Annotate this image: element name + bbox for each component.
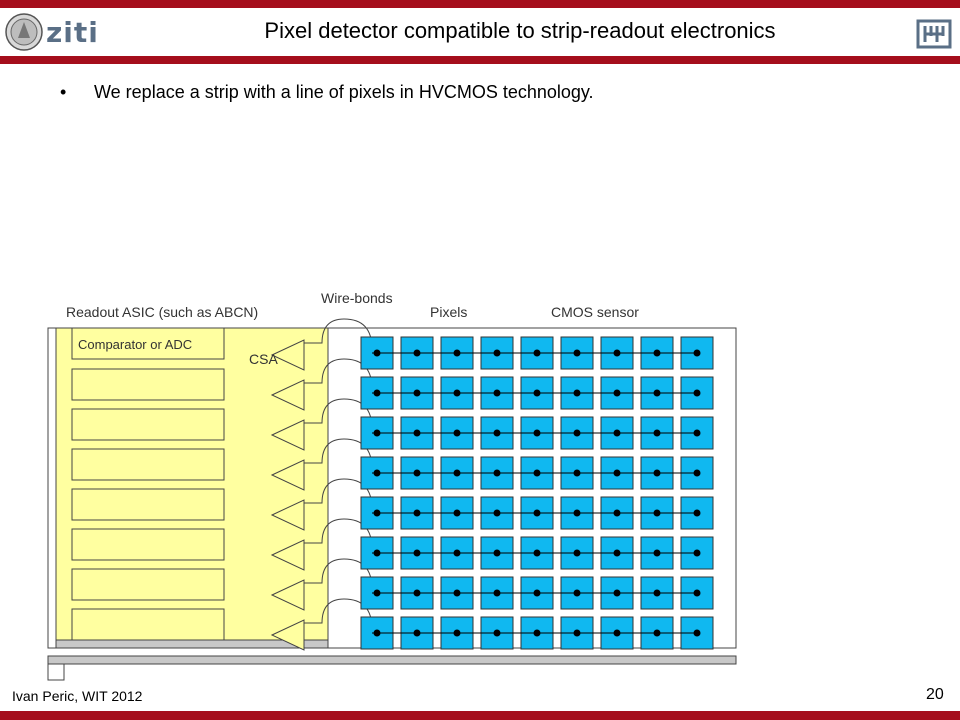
pixel-dot	[374, 350, 381, 357]
pixel-dot	[654, 430, 661, 437]
pixel-dot	[454, 510, 461, 517]
pixel-dot	[574, 430, 581, 437]
pixel-dot	[494, 390, 501, 397]
csa-label: CSA	[249, 351, 278, 367]
pixel-dot	[414, 590, 421, 597]
pixel-dot	[494, 510, 501, 517]
pixel-dot	[614, 350, 621, 357]
pixel-dot	[694, 470, 701, 477]
wire-bonds-label: Wire-bonds	[321, 290, 393, 306]
page-number: 20	[926, 686, 944, 703]
pixel-dot	[574, 510, 581, 517]
pixel-dot	[374, 390, 381, 397]
pixel-dot	[574, 350, 581, 357]
pixel-dot	[374, 470, 381, 477]
pixel-dot	[534, 590, 541, 597]
pixel-dot	[574, 630, 581, 637]
pixel-dot	[414, 510, 421, 517]
pixel-dot	[414, 630, 421, 637]
comparator-box	[72, 609, 224, 640]
pixel-dot	[414, 470, 421, 477]
pixel-dot	[494, 350, 501, 357]
pixel-dot	[534, 630, 541, 637]
pixel-dot	[494, 470, 501, 477]
pixel-dot	[534, 430, 541, 437]
pixel-dot	[534, 390, 541, 397]
pixel-dot	[694, 430, 701, 437]
pixel-dot	[654, 590, 661, 597]
pixel-dot	[654, 390, 661, 397]
pixel-dot	[574, 470, 581, 477]
comparator-box	[72, 569, 224, 600]
bullet-icon: •	[60, 82, 67, 102]
comparator-box	[72, 449, 224, 480]
pixel-dot	[414, 550, 421, 557]
pixel-dot	[614, 430, 621, 437]
comparator-box	[72, 489, 224, 520]
pixel-dot	[614, 510, 621, 517]
pixel-dot	[694, 630, 701, 637]
pixel-dot	[654, 470, 661, 477]
footer-author: Ivan Peric, WIT 2012	[12, 688, 143, 704]
pixel-dot	[654, 510, 661, 517]
cmos-sensor-label: CMOS sensor	[551, 304, 639, 320]
readout-asic-label: Readout ASIC (such as ABCN)	[66, 304, 259, 320]
pixel-dot	[694, 590, 701, 597]
pixel-dot	[574, 590, 581, 597]
pixel-dot	[454, 390, 461, 397]
pixels-label: Pixels	[430, 304, 468, 320]
pixel-dot	[454, 430, 461, 437]
pixel-dot	[494, 550, 501, 557]
pixel-dot	[374, 590, 381, 597]
pixel-dot	[454, 350, 461, 357]
pixel-dot	[454, 470, 461, 477]
sensor-bottom-bar	[48, 656, 736, 664]
pixel-dot	[574, 550, 581, 557]
ziti-logo: ziti	[46, 16, 99, 49]
bullet-text: We replace a strip with a line of pixels in HVCMOS technology.	[94, 82, 594, 102]
pixel-dot	[614, 390, 621, 397]
pixel-dot	[574, 390, 581, 397]
comparator-label: Comparator or ADC	[78, 337, 193, 352]
pixel-dot	[374, 630, 381, 637]
comparator-box	[72, 529, 224, 560]
pixel-dot	[534, 350, 541, 357]
pixel-dot	[494, 430, 501, 437]
comparator-box	[72, 369, 224, 400]
comparator-box	[72, 409, 224, 440]
pixel-dot	[534, 470, 541, 477]
pixel-dot	[494, 590, 501, 597]
pixel-dot	[454, 550, 461, 557]
pixel-dot	[694, 510, 701, 517]
pixel-dot	[694, 350, 701, 357]
pixel-dot	[494, 630, 501, 637]
pixel-dot	[694, 550, 701, 557]
pixel-dot	[374, 550, 381, 557]
pixel-dot	[454, 630, 461, 637]
pixel-dot	[534, 550, 541, 557]
pixel-dot	[614, 590, 621, 597]
pixel-dot	[414, 390, 421, 397]
pixel-dot	[414, 430, 421, 437]
pixel-dot	[454, 590, 461, 597]
pixel-dot	[414, 350, 421, 357]
sensor-corner-tab	[48, 664, 64, 680]
pixel-dot	[614, 470, 621, 477]
pixel-dot	[694, 390, 701, 397]
pixel-dot	[374, 510, 381, 517]
pixel-dot	[374, 430, 381, 437]
pixel-dot	[614, 630, 621, 637]
pixel-dot	[614, 550, 621, 557]
pixel-dot	[654, 350, 661, 357]
pixel-dot	[654, 630, 661, 637]
pixel-dot	[534, 510, 541, 517]
pixel-dot	[654, 550, 661, 557]
page-title: Pixel detector compatible to strip-readout electronics	[264, 18, 776, 43]
